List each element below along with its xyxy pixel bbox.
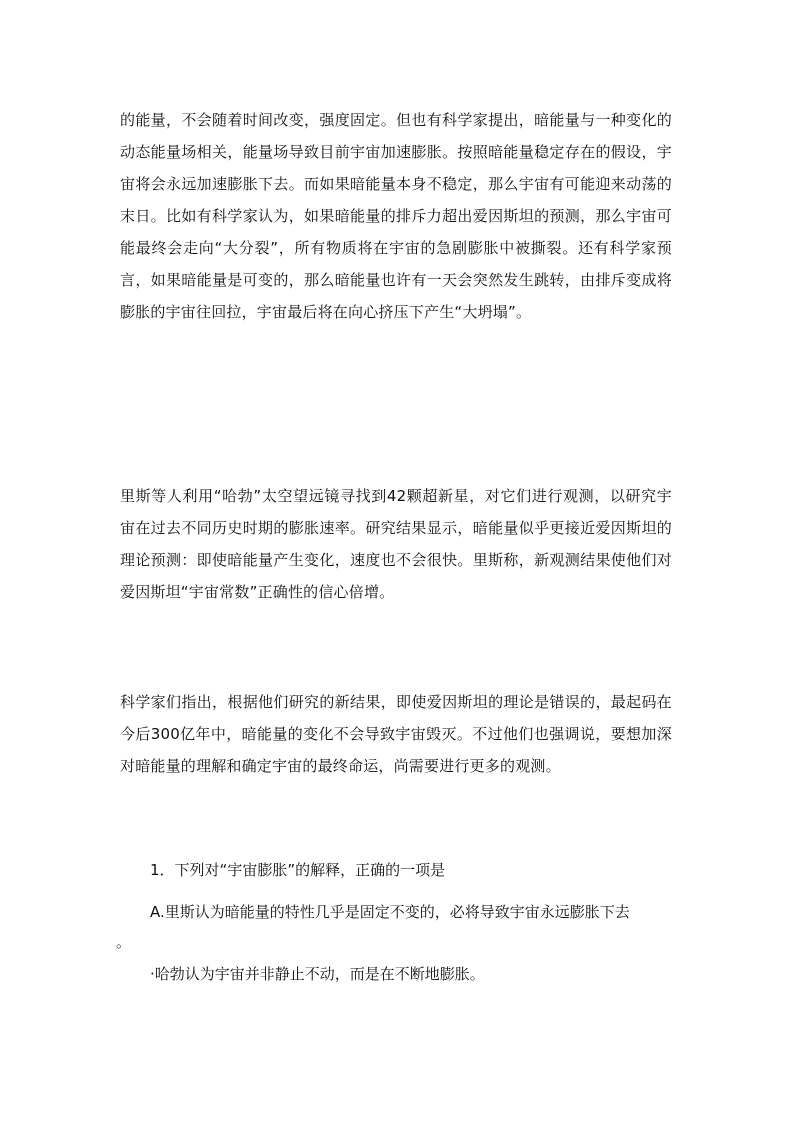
paragraph-scientists-conclusion: 科学家们指出，根据他们研究的新结果，即使爱因斯坦的理论是错误的，最起码在今后300亿年中，暗能量的变化不会导致宇宙毁灭。不过他们也强调说，要想加深对暗能量的理解和确定宇宙的最终命运，尚需要进行更多的观测。: [120, 693, 672, 775]
option-a: A.里斯认为暗能量的特性几乎是固定不变的，必将导致宇宙永远膨胀下去: [150, 903, 630, 921]
question-stem: 1．下列对“宇宙膨胀”的解释，正确的一项是: [150, 861, 446, 879]
option-a-tail: 。: [116, 933, 132, 951]
option-b: ·哈勃认为宇宙并非静止不动，而是在不断地膨胀。: [150, 965, 485, 983]
paragraph-dark-energy-fate: 的能量，不会随着时间改变，强度固定。但也有科学家提出，暗能量与一种变化的动态能量场相关，能量场导致目前宇宙加速膨胀。按照暗能量稳定存在的假设，宇宙将会永远加速膨胀下去。而如果暗能量本身不稳定，那么宇宙有可能迎来动荡的末日。比如有科学家认为，如果暗能量的排斥力超出爱因斯坦的预测，那么宇宙可能最终会走向“大分裂”，所有物质将在宇宙的急剧膨胀中被撕裂。还有科学家预言，如果暗能量是可变的，那么暗能量也许有一天会突然发生跳转，由排斥变成将膨胀的宇宙往回拉，宇宙最后将在向心挤压下产生“大坍塌”。: [120, 111, 672, 321]
paragraph-supernova-observation: 里斯等人利用“哈勃”太空望远镜寻找到42颗超新星，对它们进行观测，以研究宇宙在过去不同历史时期的膨胀速率。研究结果显示，暗能量似乎更接近爱因斯坦的理论预测：即使暗能量产生变化，速度也不会很快。里斯称，新观测结果使他们对爱因斯坦“宇宙常数”正确性的信心倍增。: [120, 487, 672, 601]
